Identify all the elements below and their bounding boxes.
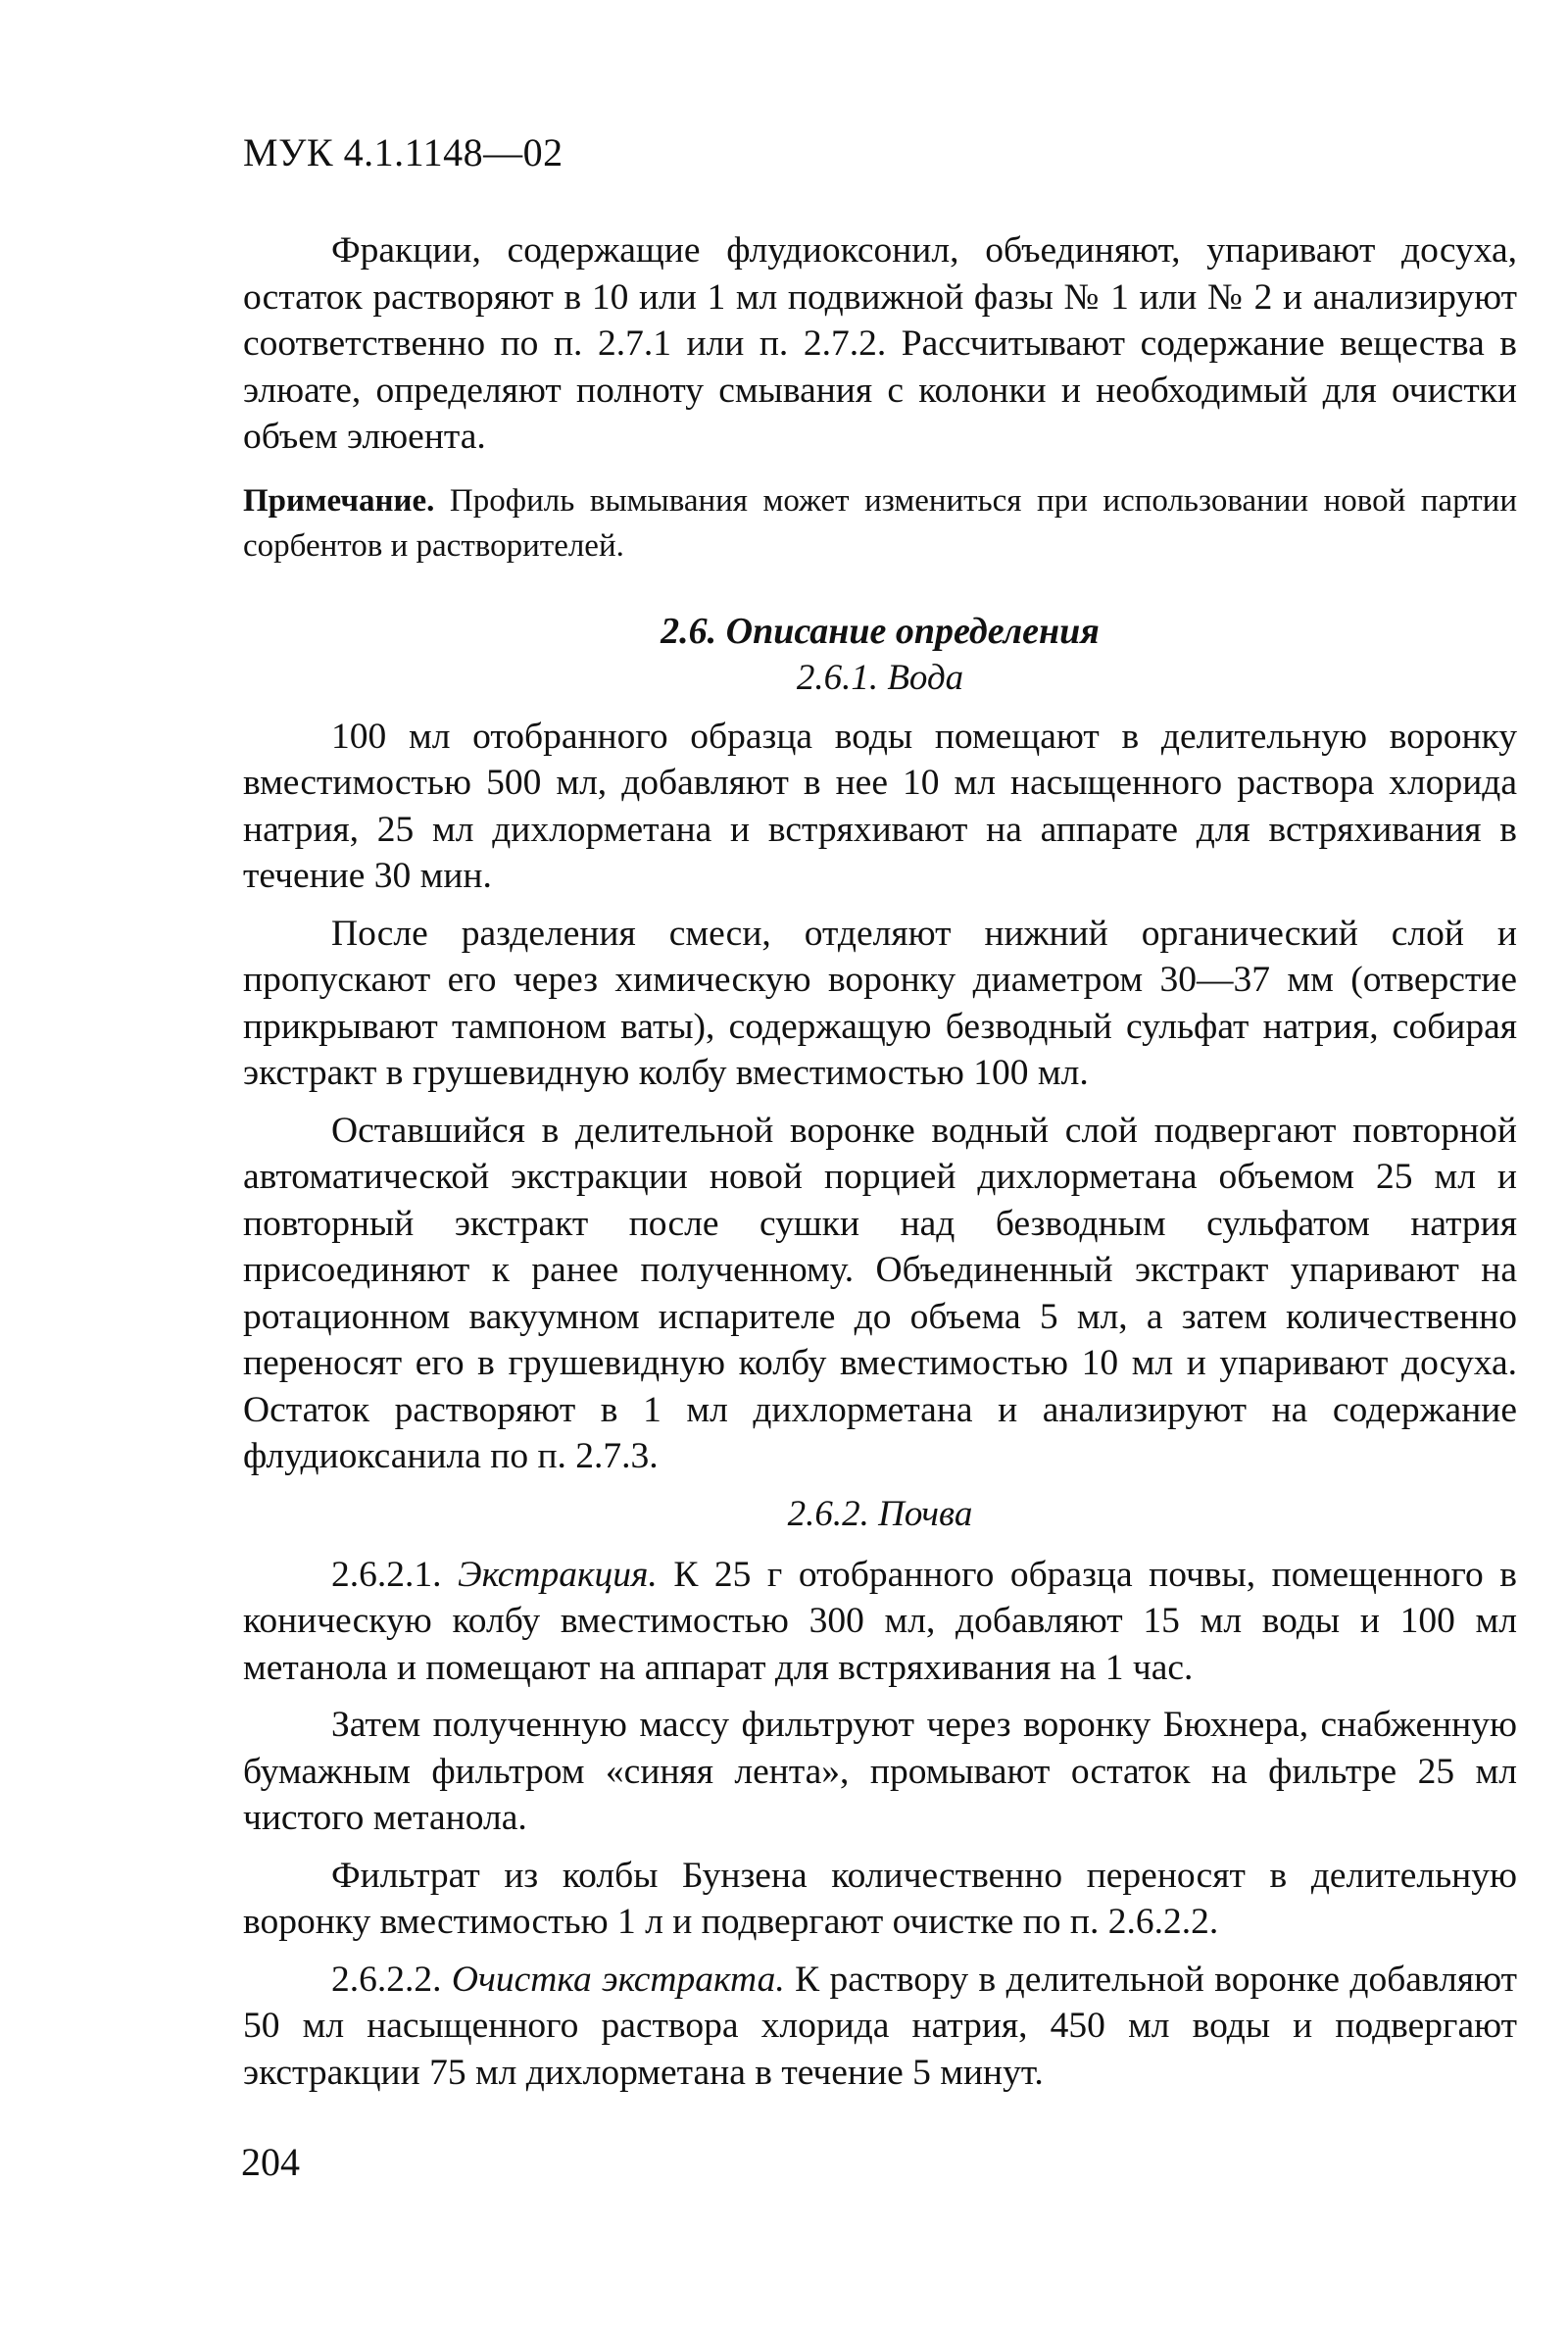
- subsection-title-soil: 2.6.2. Почва: [787, 1493, 973, 1534]
- section-title: 2.6. Описание определения: [661, 610, 1100, 652]
- page-number: 204: [241, 2140, 300, 2184]
- clause-text: К 25 г отобранного образца почвы, помещенного в коническую колбу вместимостью 300 мл, добавляют 15 мл воды и 100 мл метанола и помещают на аппарат для встряхивания на 1 час.: [243, 1554, 1518, 1688]
- paragraph-soil-cleanup: [243, 1957, 1517, 2097]
- document-body: [243, 227, 1517, 2107]
- note-label: Примечание.: [243, 482, 435, 519]
- clause-number: 2.6.2.2.: [331, 1959, 452, 2000]
- paragraph-water-2: После разделения смеси, отделяют нижний органический слой и пропускают его через химическую воронку диаметром 30—37 мм (отверстие прикрывают тампоном ваты), содержащую безводный сульфат натрия, собирая экстракт в грушевидную колбу вместимостью 100 мл.: [243, 913, 1517, 1093]
- paragraph-water-3: Оставшийся в делительной воронке водный слой подвергают повторной автоматической экстракции новой порцией дихлорметана объемом 25 мл и повторный экстракт после сушки над безводным сульфатом натрия присоединяют к ранее полученному. Объединенный экстракт упаривают на ротационном вакуумном испарителе до объема 5 мл, а затем количественно переносят его в грушевидную колбу вместимостью 10 мл и упаривают досуха. Остаток растворяют в 1 мл дихлорметана и анализируют на содержание флудиоксанила по п. 2.7.3.: [243, 1110, 1517, 1476]
- note: [243, 478, 1517, 569]
- subsection-title-water: 2.6.1. Вода: [796, 657, 964, 698]
- clause-heading: Очистка экстракта.: [451, 1959, 785, 2000]
- paragraph-soil-extraction: [243, 1552, 1517, 1692]
- clause-text: К раствору в делительной воронке добавляют 50 мл насыщенного раствора хлорида натрия, 450 мл воды и подвергают экстракции 75 мл дихлорметана в течение 5 минут.: [243, 1959, 1518, 2093]
- clause-heading: Экстракция.: [458, 1554, 658, 1595]
- paragraph-soil-filtrate: Фильтрат из колбы Бунзена количественно переносят в делительную воронку вместимостью 1 л и подвергают очистке по п. 2.6.2.2.: [243, 1855, 1517, 1942]
- paragraph-fractions: Фракции, содержащие флудиоксонил, объединяют, упаривают досуха, остаток растворяют в 10 или 1 мл подвижной фазы № 1 или № 2 и анализируют соответственно по п. 2.7.1 или п. 2.7.2. Рассчитывают содержание вещества в элюате, определяют полноту смывания с колонки и необходимый для очистки объем элюента.: [243, 230, 1517, 457]
- note-text: Профиль вымывания может измениться при использовании новой партии сорбентов и растворителей.: [243, 482, 1517, 564]
- paragraph-water-1: 100 мл отобранного образца воды помещают в делительную воронку вместимостью 500 мл, добавляют в нее 10 мл насыщенного раствора хлорида натрия, 25 мл дихлорметана и встряхивают на аппарате для встряхивания в течение 30 мин.: [243, 716, 1517, 896]
- paragraph-soil-filtering: Затем полученную массу фильтруют через воронку Бюхнера, снабженную бумажным фильтром «синяя лента», промывают остаток на фильтре 25 мл чистого метанола.: [243, 1705, 1517, 1838]
- clause-number: 2.6.2.1.: [331, 1554, 459, 1595]
- document-header: МУК 4.1.1148—02: [243, 130, 564, 174]
